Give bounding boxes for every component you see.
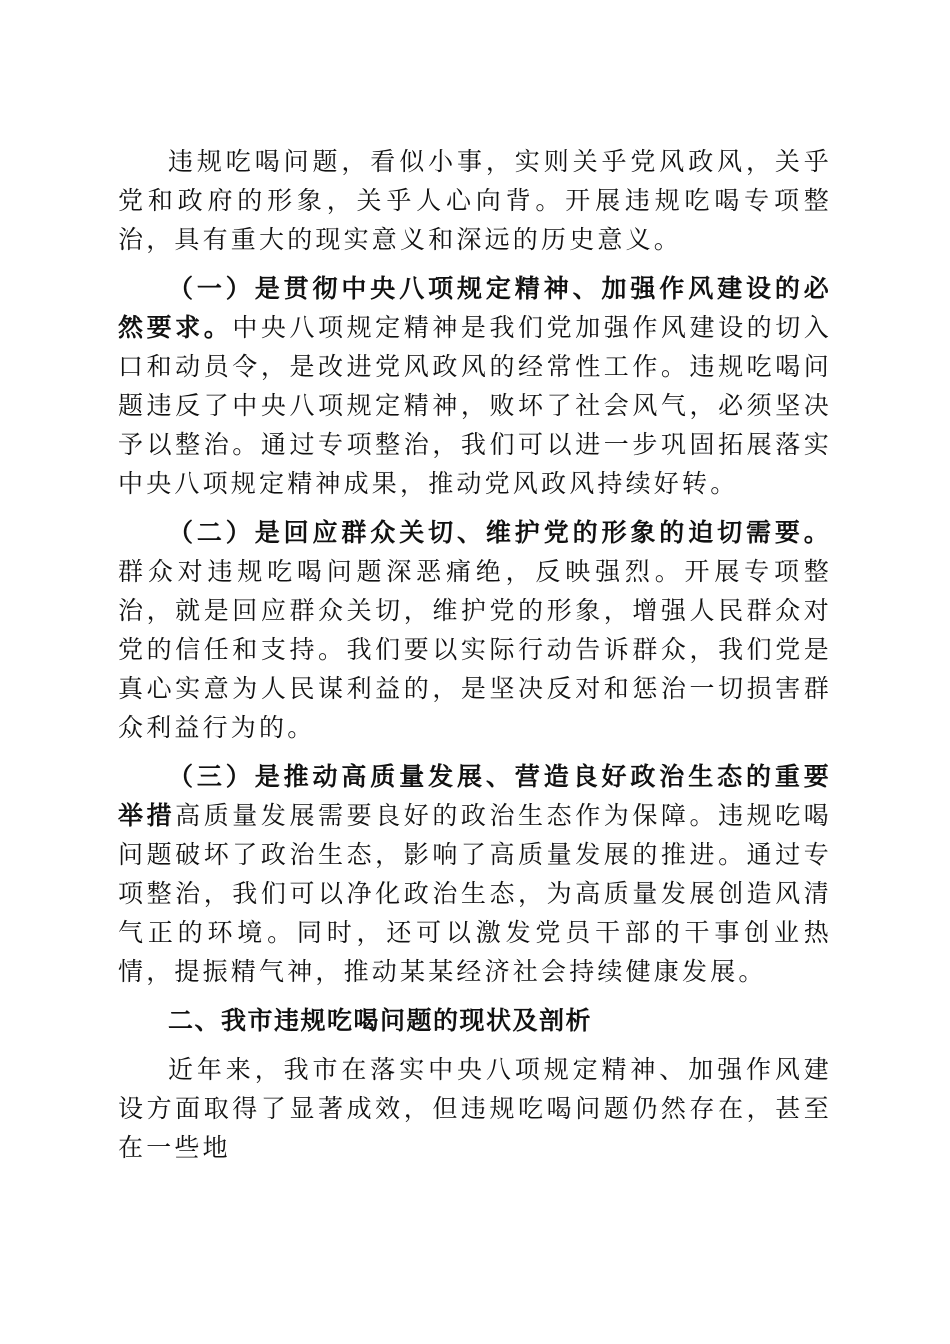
point-three-heading: （三）是推动高质量发展、营造良好政治生态的重要举措	[118, 762, 832, 830]
section-heading: 二、我市违规吃喝问题的现状及剖析	[168, 1006, 593, 1035]
point-three-paragraph	[118, 757, 832, 991]
closing-paragraph	[118, 1050, 832, 1167]
intro-paragraph	[118, 142, 832, 259]
point-one-heading: （一）是贯彻中央八项规定精神、加强作风建设的必然要求。	[118, 274, 832, 342]
paragraph-text: 中央八项规定精神是我们党加强作风建设的切入口和动员令，是改进党风政风的经常性工作。违规吃喝问题违反了中央八项规定精神，败坏了社会风气，必须坚决予以整治。通过专项整治，我们可以进一步巩固拓展落实中央八项规定精神成果，推动党风政风持续好转。	[118, 313, 833, 498]
point-two-paragraph	[118, 513, 832, 747]
paragraph-text: 群众对违规吃喝问题深恶痛绝，反映强烈。开展专项整治，就是回应群众关切，维护党的形象，增强人民群众对党的信任和支持。我们要以实际行动告诉群众，我们党是真心实意为人民谋利益的，是坚决反对和惩治一切损害群众利益行为的。	[118, 557, 832, 742]
point-two-heading: （二）是回应群众关切、维护党的形象的迫切需要。	[168, 518, 832, 547]
point-one-paragraph	[118, 269, 832, 503]
paragraph-text: 高质量发展需要良好的政治生态作为保障。违规吃喝问题破坏了政治生态，影响了高质量发展的推进。通过专项整治，我们可以净化政治生态，为高质量发展创造风清气正的环境。同时，还可以激发党员干部的干事创业热情，提振精气神，推动某某经济社会持续健康发展。	[118, 801, 832, 986]
paragraph-text: 违规吃喝问题，看似小事，实则关乎党风政风，关乎党和政府的形象，关乎人心向背。开展违规吃喝专项整治，具有重大的现实意义和深远的历史意义。	[118, 147, 832, 254]
paragraph-text: 近年来，我市在落实中央八项规定精神、加强作风建设方面取得了显著成效，但违规吃喝问题仍然存在，甚至在一些地	[118, 1055, 832, 1162]
document-page	[118, 142, 832, 1177]
